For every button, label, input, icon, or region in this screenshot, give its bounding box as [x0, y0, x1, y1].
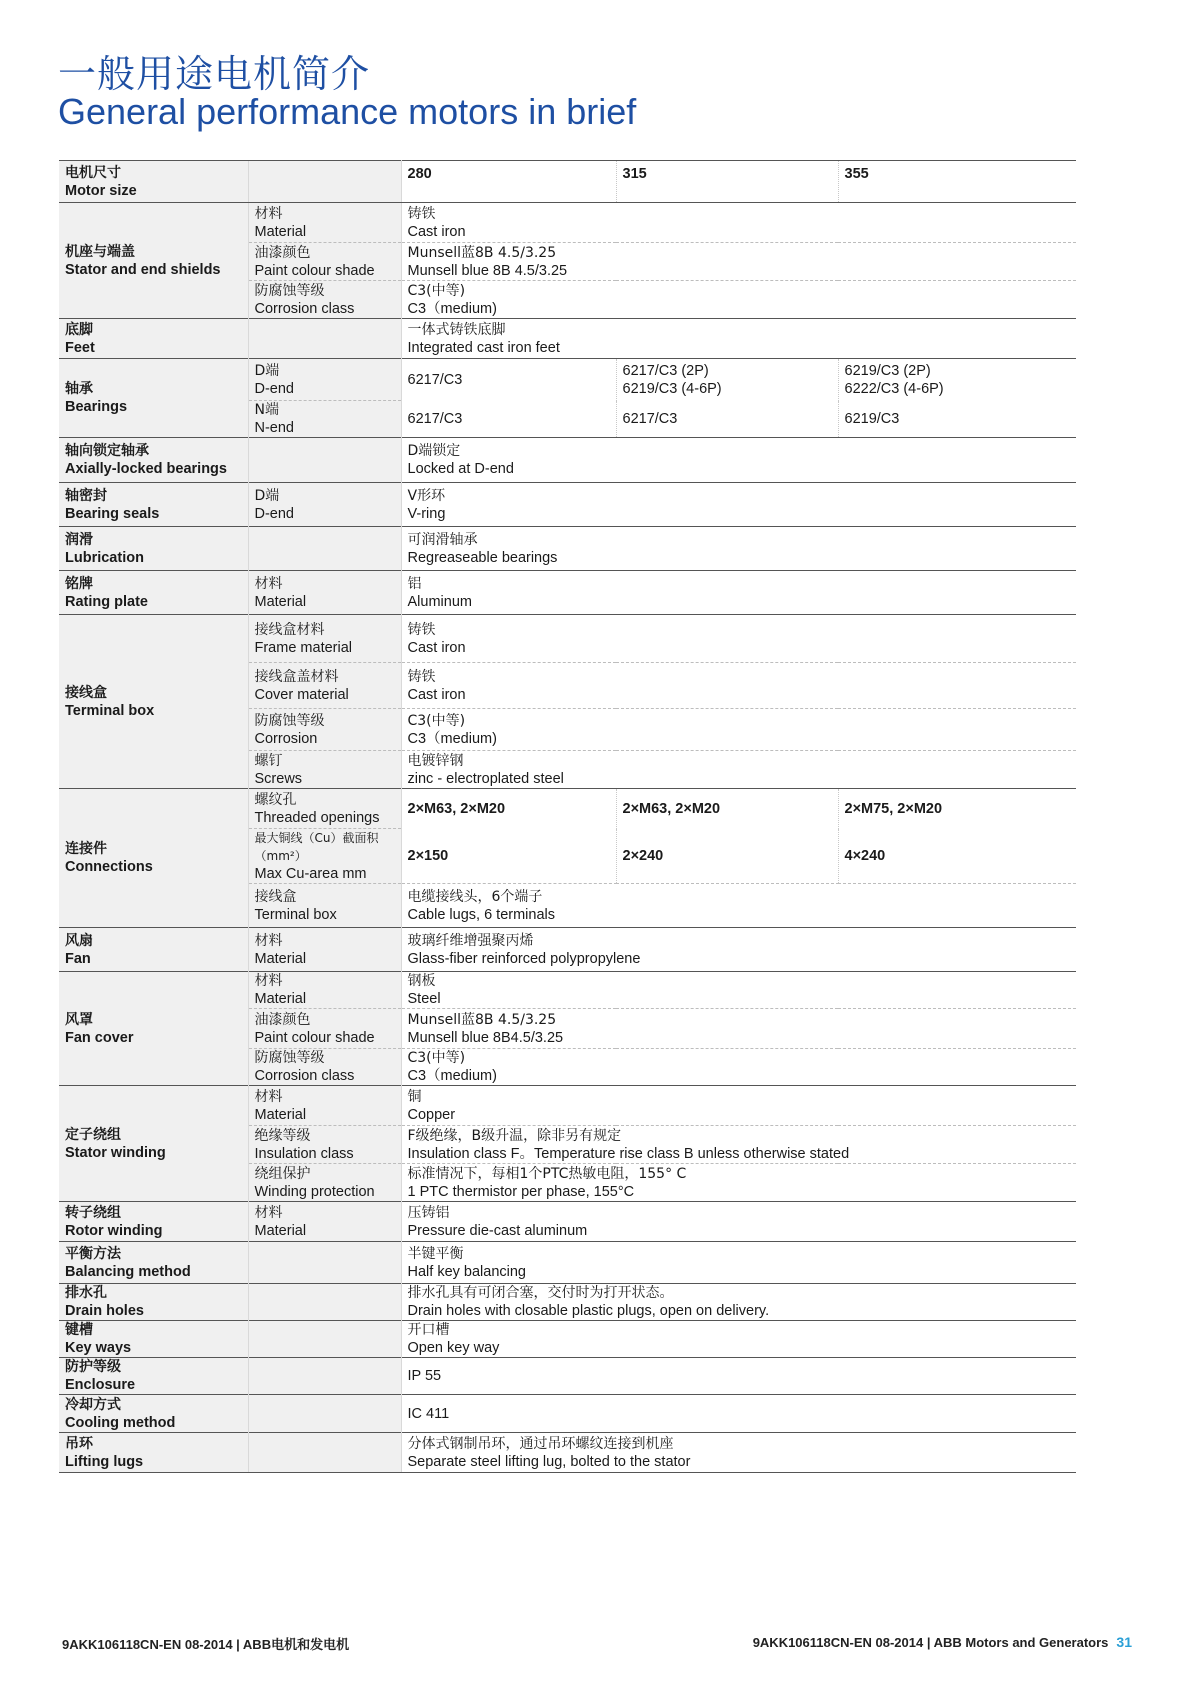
- value-cell: IP 55: [401, 1358, 1076, 1395]
- value-355: 2×M75, 2×M20: [838, 789, 1076, 829]
- value-cell: C3(中等) C3（medium): [401, 709, 1076, 751]
- value-355: 4×240: [844, 847, 886, 864]
- category-cell: 轴密封 Bearing seals: [59, 483, 248, 527]
- subcategory-cell: 最大铜线（Cu）截面积（mm²） Max Cu-area mm: [248, 829, 401, 884]
- table-row: [59, 1086, 1076, 1126]
- category-cell: 排水孔 Drain holes: [59, 1284, 248, 1321]
- page-number: 31: [1116, 1634, 1132, 1650]
- value-280: 2×M63, 2×M20: [401, 789, 616, 829]
- category-cell: 防护等级 Enclosure: [59, 1358, 248, 1395]
- subcategory-cell: 绝缘等级 Insulation class: [248, 1126, 401, 1164]
- value-cell: 铸铁 Cast iron: [401, 615, 1076, 663]
- value-315: 6217/C3 (2P) 6219/C3 (4-6P): [616, 359, 838, 401]
- subcategory-cell: 材料 Material: [248, 972, 401, 1009]
- category-cell: 铭牌 Rating plate: [59, 571, 248, 615]
- value-cell: V形环 V-ring: [401, 483, 1076, 527]
- table-row: [59, 615, 1076, 663]
- value-cell: 一体式铸铁底脚 Integrated cast iron feet: [401, 319, 1076, 359]
- table-row: [59, 1202, 1076, 1242]
- table-row: [59, 789, 1076, 829]
- subcategory-cell: N端 N-end: [248, 401, 401, 438]
- category-cell: 风罩 Fan cover: [59, 972, 248, 1086]
- value-cell: 铸铁 Cast iron: [401, 203, 1076, 243]
- page-title-cn: 一般用途电机简介: [58, 52, 371, 96]
- header-size-280: 280: [401, 161, 616, 203]
- value-cell: 开口槽 Open key way: [401, 1321, 1076, 1358]
- category-cell: 轴向锁定轴承 Axially-locked bearings: [59, 438, 248, 483]
- header-size-355: 355: [838, 161, 1076, 203]
- category-cell: 连接件 Connections: [59, 789, 248, 928]
- category-cell: 转子绕组 Rotor winding: [59, 1202, 248, 1242]
- value-355: 6219/C3 (2P) 6222/C3 (4-6P): [838, 359, 1076, 401]
- value-cell: 玻璃纤维增强聚丙烯 Glass-fiber reinforced polypropylene: [401, 928, 1076, 972]
- page-title-en: General performance motors in brief: [58, 91, 637, 132]
- subcategory-cell: 油漆颜色 Paint colour shade: [248, 243, 401, 281]
- subcategory-cell: 螺纹孔 Threaded openings: [248, 789, 401, 829]
- table-row: [59, 972, 1076, 1009]
- value-cell: F级绝缘，B级升温，除非另有规定 Insulation class F。Temperature rise class B unless otherwise stated: [401, 1126, 1076, 1164]
- category-cell: 冷却方式 Cooling method: [59, 1395, 248, 1433]
- table-row: [59, 571, 1076, 615]
- subcategory-cell: 防腐蚀等级 Corrosion class: [248, 281, 401, 319]
- subcategory-cell: D端 D-end: [248, 483, 401, 527]
- value-280: 6217/C3: [401, 359, 616, 401]
- subcategory-cell: 螺钉 Screws: [248, 751, 401, 789]
- value-315: 2×240: [616, 829, 838, 884]
- value-cell: 钢板 Steel: [401, 972, 1076, 1009]
- subcategory-cell: 接线盒 Terminal box: [248, 884, 401, 928]
- subcategory-cell: 防腐蚀等级 Corrosion: [248, 709, 401, 751]
- table-row: [59, 319, 1076, 359]
- value-cell: 电缆接线头，6个端子 Cable lugs, 6 terminals: [401, 884, 1076, 928]
- subcategory-cell: 材料 Material: [248, 1086, 401, 1126]
- subcategory-cell: 材料 Material: [248, 928, 401, 972]
- table-row: [59, 483, 1076, 527]
- value-cell: D端锁定 Locked at D-end: [401, 438, 1076, 483]
- table-row: [59, 1358, 1076, 1395]
- value-cell: 电镀锌钢 zinc - electroplated steel: [401, 751, 1076, 789]
- value-cell: 压铸铝 Pressure die-cast aluminum: [401, 1202, 1076, 1242]
- value-280: 2×150: [401, 829, 616, 884]
- subcategory-cell: D端 D-end: [248, 359, 401, 401]
- value-cell: 可润滑轴承 Regreaseable bearings: [401, 527, 1076, 571]
- subcategory-cell: 绕组保护 Winding protection: [248, 1164, 401, 1202]
- value-cell: 排水孔具有可闭合塞，交付时为打开状态。 Drain holes with closable plastic plugs, open on delivery.: [401, 1284, 1076, 1321]
- table-row: [59, 1242, 1076, 1284]
- value-355: 6219/C3: [844, 410, 900, 427]
- value-cell: 分体式钢制吊环，通过吊环螺纹连接到机座 Separate steel lifting lug, bolted to the stator: [401, 1433, 1076, 1473]
- table-row: [59, 527, 1076, 571]
- subcategory-cell: 油漆颜色 Paint colour shade: [248, 1009, 401, 1049]
- table-row: [59, 438, 1076, 483]
- value-cell: 半键平衡 Half key balancing: [401, 1242, 1076, 1284]
- value-cell: Munsell蓝8B 4.5/3.25 Munsell blue 8B4.5/3.25: [401, 1009, 1076, 1049]
- value-cell: 标准情况下，每相1个PTC热敏电阻，155° C 1 PTC thermistor per phase, 155°C: [401, 1164, 1076, 1202]
- header-size-315: 315: [616, 161, 838, 203]
- subcategory-cell: 材料 Material: [248, 571, 401, 615]
- subcategory-cell: 接线盒盖材料 Cover material: [248, 663, 401, 709]
- value-cell: Munsell蓝8B 4.5/3.25 Munsell blue 8B 4.5/3.25: [401, 243, 1076, 281]
- spec-table: [59, 160, 1076, 1473]
- category-cell: 平衡方法 Balancing method: [59, 1242, 248, 1284]
- table-row: [59, 1433, 1076, 1473]
- category-cell: 底脚 Feet: [59, 319, 248, 359]
- category-cell: 风扇 Fan: [59, 928, 248, 972]
- table-row: [59, 359, 1076, 401]
- value-cell: C3(中等) C3（medium): [401, 281, 1076, 319]
- subcategory-cell: 防腐蚀等级 Corrosion class: [248, 1049, 401, 1086]
- footer-right: [753, 1634, 1132, 1650]
- value-315: 2×M63, 2×M20: [616, 789, 838, 829]
- header-motor-size: 电机尺寸 Motor size: [59, 161, 248, 203]
- table-row: [59, 1395, 1076, 1433]
- footer-right-text: 9AKK106118CN-EN 08-2014 | ABB Motors and Generators: [752, 1635, 1109, 1650]
- category-cell: 机座与端盖 Stator and end shields: [59, 203, 248, 319]
- value-cell: 铸铁 Cast iron: [401, 663, 1076, 709]
- category-cell: 吊环 Lifting lugs: [59, 1433, 248, 1473]
- category-cell: 接线盒 Terminal box: [59, 615, 248, 789]
- footer-left: 9AKK106118CN-EN 08-2014 | ABB电机和发电机: [62, 1637, 350, 1652]
- value-cell: C3(中等) C3（medium): [401, 1049, 1076, 1086]
- table-row: [59, 1284, 1076, 1321]
- value-cell: IC 411: [401, 1395, 1076, 1433]
- value-315: 6217/C3: [616, 401, 838, 438]
- value-280: 6217/C3: [401, 401, 616, 438]
- category-cell: 键槽 Key ways: [59, 1321, 248, 1358]
- value-cell: 铜 Copper: [401, 1086, 1076, 1126]
- subcategory-cell: 材料 Material: [248, 1202, 401, 1242]
- value-cell: 铝 Aluminum: [401, 571, 1076, 615]
- table-row: [59, 203, 1076, 243]
- subcategory-cell: 材料 Material: [248, 203, 401, 243]
- table-header-row: [59, 161, 1076, 203]
- table-row: [59, 928, 1076, 972]
- category-cell: 润滑 Lubrication: [59, 527, 248, 571]
- category-cell: 定子绕组 Stator winding: [59, 1086, 248, 1202]
- table-row: [59, 1321, 1076, 1358]
- category-cell: 轴承 Bearings: [59, 359, 248, 438]
- subcategory-cell: 接线盒材料 Frame material: [248, 615, 401, 663]
